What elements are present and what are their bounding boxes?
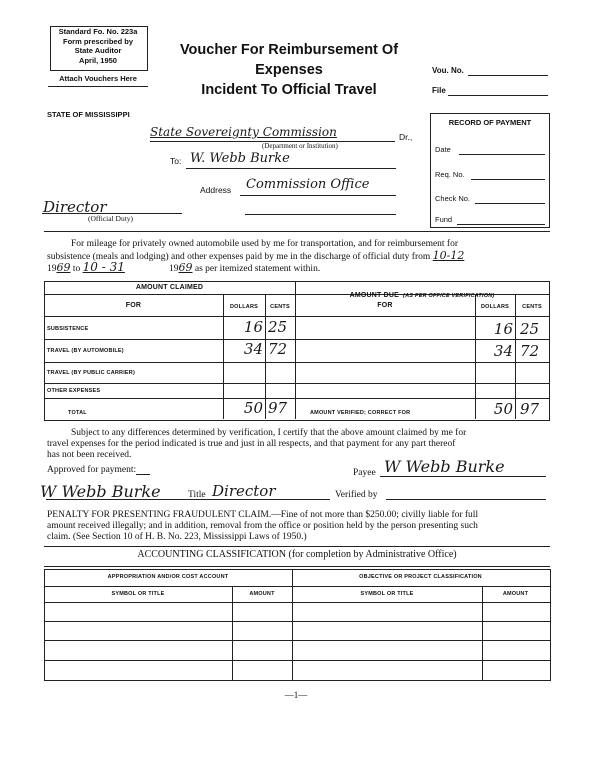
for-header-left: FOR bbox=[125, 302, 142, 309]
stamp-line-2: Form prescribed by bbox=[62, 36, 134, 46]
record-of-payment-box bbox=[430, 113, 550, 228]
row-rule-3 bbox=[44, 383, 549, 384]
mileage-line-3 bbox=[47, 262, 320, 275]
year-prefix-2: 19 bbox=[169, 264, 179, 274]
verified-by-line bbox=[386, 499, 546, 500]
certify-line-1: Subject to any differences determined by verification, I certify that the above amount claimed by me for bbox=[71, 428, 467, 438]
for-header-right: FOR bbox=[377, 302, 393, 309]
to-date[interactable]: 10 - 31 bbox=[82, 260, 125, 274]
travel-auto-due-cents[interactable]: 72 bbox=[520, 342, 540, 360]
accounting-title-rule bbox=[44, 566, 550, 567]
row-label-subsistence: SUBSISTENCE bbox=[47, 326, 89, 332]
dollars-header-left: DOLLARS bbox=[230, 304, 258, 310]
form-stamp bbox=[50, 27, 146, 65]
record-req-field[interactable] bbox=[471, 179, 545, 180]
to-label: To: bbox=[170, 156, 182, 166]
accounting-row-rule-2 bbox=[44, 640, 550, 641]
row-rule-2 bbox=[44, 362, 549, 363]
year-1[interactable]: 69 bbox=[56, 261, 71, 274]
row-rule-1 bbox=[44, 339, 549, 340]
address-value[interactable]: Commission Office bbox=[246, 177, 370, 192]
attach-underline bbox=[48, 86, 148, 87]
subsistence-cents[interactable]: 25 bbox=[268, 318, 288, 336]
page-number: —1— bbox=[284, 690, 308, 700]
verified-cents[interactable]: 97 bbox=[520, 400, 540, 418]
to-value[interactable]: W. Webb Burke bbox=[190, 151, 290, 166]
mileage-line-2-text: subsistence (meals and lodging) and other expenses paid by me in the discharge of official duty from bbox=[47, 252, 431, 262]
approved-line bbox=[136, 474, 150, 475]
accounting-top-rule bbox=[44, 546, 550, 547]
row-label-travel-carrier: TRAVEL (BY PUBLIC CARRIER) bbox=[47, 370, 136, 376]
amount-header-left: AMOUNT bbox=[249, 591, 275, 597]
statement-suffix: as per itemized statement within. bbox=[194, 264, 321, 274]
travel-auto-dollars[interactable]: 34 bbox=[243, 340, 263, 358]
col-rule-1 bbox=[223, 294, 224, 419]
amount-due-label: AMOUNT DUE bbox=[349, 292, 400, 299]
accounting-row-rule-3 bbox=[44, 660, 550, 661]
department-suffix: Dr., bbox=[399, 132, 413, 142]
file-label: File bbox=[432, 86, 446, 95]
title-label: Title bbox=[188, 490, 206, 500]
title-line bbox=[46, 499, 330, 500]
record-check-label: Check No. bbox=[435, 194, 471, 203]
accounting-title: ACCOUNTING CLASSIFICATION (for completion by Administrative Office) bbox=[137, 549, 457, 560]
vou-no-field[interactable] bbox=[468, 75, 548, 76]
stamp-line-3: State Auditor bbox=[74, 46, 122, 55]
col-rule-2 bbox=[265, 294, 266, 419]
address-label: Address bbox=[200, 185, 232, 195]
stamp-line-1: Standard Fo. No. 223a bbox=[58, 27, 138, 36]
title-line-2: Incident To Official Travel bbox=[201, 82, 377, 98]
subsistence-due-dollars[interactable]: 16 bbox=[493, 320, 513, 338]
record-fund-label: Fund bbox=[435, 215, 453, 224]
objective-header: OBJECTIVE OR PROJECT CLASSIFICATION bbox=[359, 574, 482, 580]
form-title bbox=[158, 40, 420, 100]
state-label: STATE OF MISSISSIPPI bbox=[47, 110, 130, 119]
record-check-field[interactable] bbox=[475, 203, 545, 204]
mileage-paragraph bbox=[47, 239, 550, 250]
year-2[interactable]: 69 bbox=[178, 261, 193, 274]
amount-header-right: AMOUNT bbox=[502, 591, 529, 597]
verified-label: AMOUNT VERIFIED; CORRECT FOR bbox=[310, 410, 411, 416]
total-cents[interactable]: 97 bbox=[268, 399, 288, 417]
verified-by-label: Verified by bbox=[335, 490, 378, 500]
to-line bbox=[186, 168, 396, 169]
verified-dollars[interactable]: 50 bbox=[493, 400, 513, 418]
subsistence-dollars[interactable]: 16 bbox=[243, 318, 263, 336]
file-field[interactable] bbox=[448, 95, 548, 96]
travel-auto-cents[interactable]: 72 bbox=[268, 340, 288, 358]
accounting-header-rule-2 bbox=[44, 602, 550, 603]
travel-auto-due-dollars[interactable]: 34 bbox=[493, 342, 513, 360]
department-caption: (Department or Institution) bbox=[262, 142, 338, 150]
attach-note: Attach Vouchers Here bbox=[59, 74, 137, 83]
record-date-label: Date bbox=[435, 145, 451, 154]
official-duty-caption: (Official Duty) bbox=[88, 214, 134, 223]
total-dollars[interactable]: 50 bbox=[243, 399, 263, 417]
row-label-total: TOTAL bbox=[68, 410, 87, 416]
col-rule-4 bbox=[475, 294, 476, 419]
record-of-payment-title: RECORD OF PAYMENT bbox=[448, 118, 532, 127]
payee-line bbox=[380, 476, 546, 477]
penalty-line-2: amount received illegally; and in addition, removal from the office or position held by the person presenting such bbox=[47, 521, 478, 531]
official-duty-value[interactable]: Director bbox=[43, 198, 107, 216]
payee-label: Payee bbox=[353, 468, 376, 478]
year-prefix-1: 19 bbox=[47, 264, 57, 274]
accounting-row-rule-1 bbox=[44, 621, 550, 622]
amount-due-note: (AS PER OFFICE VERIFICATION) bbox=[403, 293, 495, 299]
approved-label: Approved for payment: bbox=[47, 465, 137, 475]
department-value[interactable]: State Sovereignty Commission bbox=[150, 125, 337, 139]
appropriation-header: APPROPRIATION AND/OR COST ACCOUNT bbox=[107, 574, 229, 580]
penalty-line-3: claim. (See Section 10 of H. B. No. 223, Mississippi Laws of 1950.) bbox=[47, 532, 307, 542]
certify-line-2: travel expenses for the period indicated is true and just in all respects, and that payment for any part thereof bbox=[47, 439, 456, 449]
cents-header-right: CENTS bbox=[522, 304, 542, 310]
to-word: to bbox=[72, 264, 81, 274]
accounting-amount-rule-right bbox=[482, 586, 483, 680]
cents-header-left: CENTS bbox=[270, 304, 290, 310]
row-label-other: OTHER EXPENSES bbox=[47, 388, 101, 394]
penalty-line-1: PENALTY FOR PRESENTING FRAUDULENT CLAIM.—Fine of not more than $250.00; civilly liable for full bbox=[47, 510, 479, 520]
section-divider bbox=[44, 231, 550, 232]
amount-due-header bbox=[295, 284, 549, 302]
penalty-paragraph bbox=[47, 510, 550, 543]
table-colhead-rule bbox=[44, 316, 549, 317]
vou-no-label: Vou. No. bbox=[432, 66, 464, 75]
blank-line-right bbox=[245, 214, 396, 215]
accounting-amount-rule-left bbox=[232, 586, 233, 680]
certify-line-3: has not been received. bbox=[47, 450, 132, 460]
mileage-line-1: For mileage for privately owned automobile used by me for transportation, and for reimbursement for bbox=[71, 239, 459, 249]
symbol-header-right: SYMBOL OR TITLE bbox=[360, 591, 414, 597]
stamp-line-4: April, 1950 bbox=[79, 55, 117, 65]
address-line bbox=[240, 195, 396, 196]
row-label-travel-auto: TRAVEL (BY AUTOMOBILE) bbox=[47, 348, 124, 354]
title-value[interactable]: Director bbox=[212, 482, 276, 500]
col-rule-5 bbox=[515, 294, 516, 419]
accounting-header-rule-1 bbox=[44, 586, 550, 587]
symbol-header-left: SYMBOL OR TITLE bbox=[111, 591, 165, 597]
from-date[interactable]: 10-12 bbox=[432, 249, 465, 262]
record-fund-field[interactable] bbox=[457, 224, 545, 225]
approver-signature[interactable]: W Webb Burke bbox=[40, 482, 161, 501]
row-rule-4 bbox=[44, 398, 549, 399]
payee-signature[interactable]: W Webb Burke bbox=[384, 457, 505, 476]
dollars-header-right: DOLLARS bbox=[481, 304, 509, 310]
subsistence-due-cents[interactable]: 25 bbox=[520, 320, 540, 338]
record-req-label: Req. No. bbox=[435, 170, 465, 179]
amount-claimed-header: AMOUNT CLAIMED bbox=[135, 284, 204, 291]
title-line-1: Voucher For Reimbursement Of Expenses bbox=[179, 42, 399, 78]
record-date-field[interactable] bbox=[459, 154, 545, 155]
